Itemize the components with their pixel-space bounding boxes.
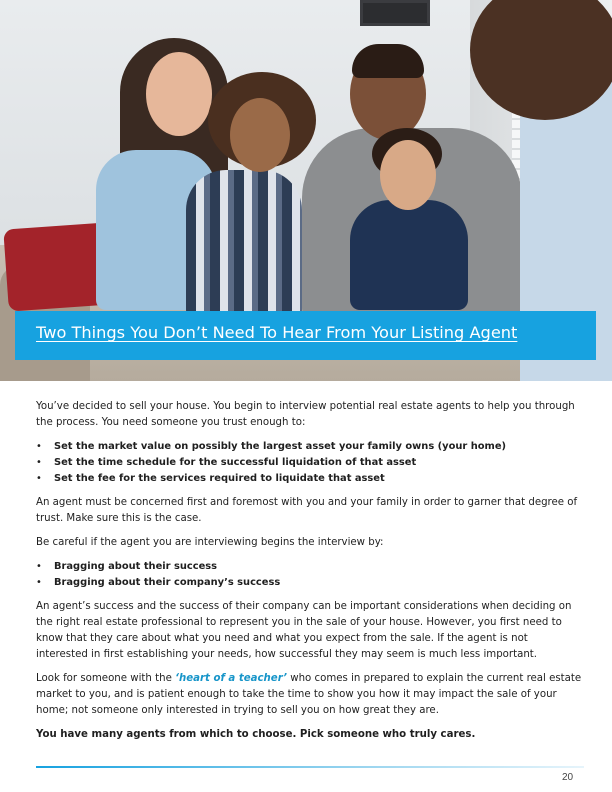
bragging-list bbox=[36, 559, 582, 591]
look-text-after: who comes in prepared to explain the current real estate market to you, and is patient enough to take the time to show you how it may impact the sale of your home; not someone only interested in trying to sell you on how great they are. bbox=[36, 673, 582, 716]
page-title: Two Things You Don’t Need To Hear From Your Listing Agent bbox=[36, 323, 518, 342]
list-item: • Set the fee for the services required to liquidate that asset bbox=[36, 471, 582, 487]
list-item: • Bragging about their company’s success bbox=[36, 575, 582, 591]
closing-statement: You have many agents from which to choose. Pick someone who truly cares. bbox=[36, 729, 476, 740]
list-item: • Set the time schedule for the successful liquidation of that asset bbox=[36, 455, 582, 471]
list-item: • Bragging about their success bbox=[36, 559, 582, 575]
teacher-highlight: ‘heart of a teacher’ bbox=[175, 673, 288, 684]
list-item: • Set the market value on possibly the largest asset your family owns (your home) bbox=[36, 439, 582, 455]
concern-paragraph: An agent must be concerned first and foremost with you and your family in order to garner that degree of trust. Make sure this is the case. bbox=[36, 497, 578, 524]
trust-list bbox=[36, 439, 582, 487]
article-body bbox=[36, 399, 582, 751]
page-number: 20 bbox=[562, 772, 574, 783]
photo-picture-frame bbox=[360, 0, 430, 26]
look-paragraph bbox=[36, 671, 582, 719]
success-paragraph: An agent’s success and the success of their company can be important considerations when deciding on the right real estate professional to represent you in the sale of your house. However, you first need to know that they care about what you need and what you expect from the sale. If the agent is not interested in first establishing your needs, how successful they may seem is much less important. bbox=[36, 601, 572, 660]
footer-rule bbox=[36, 766, 584, 768]
look-text-before: Look for someone with the bbox=[36, 673, 176, 684]
careful-paragraph: Be careful if the agent you are interviewing begins the interview by: bbox=[36, 537, 384, 548]
title-banner bbox=[15, 311, 596, 360]
intro-paragraph: You’ve decided to sell your house. You begin to interview potential real estate agents to help you through the process. You need someone you trust enough to: bbox=[36, 401, 575, 428]
